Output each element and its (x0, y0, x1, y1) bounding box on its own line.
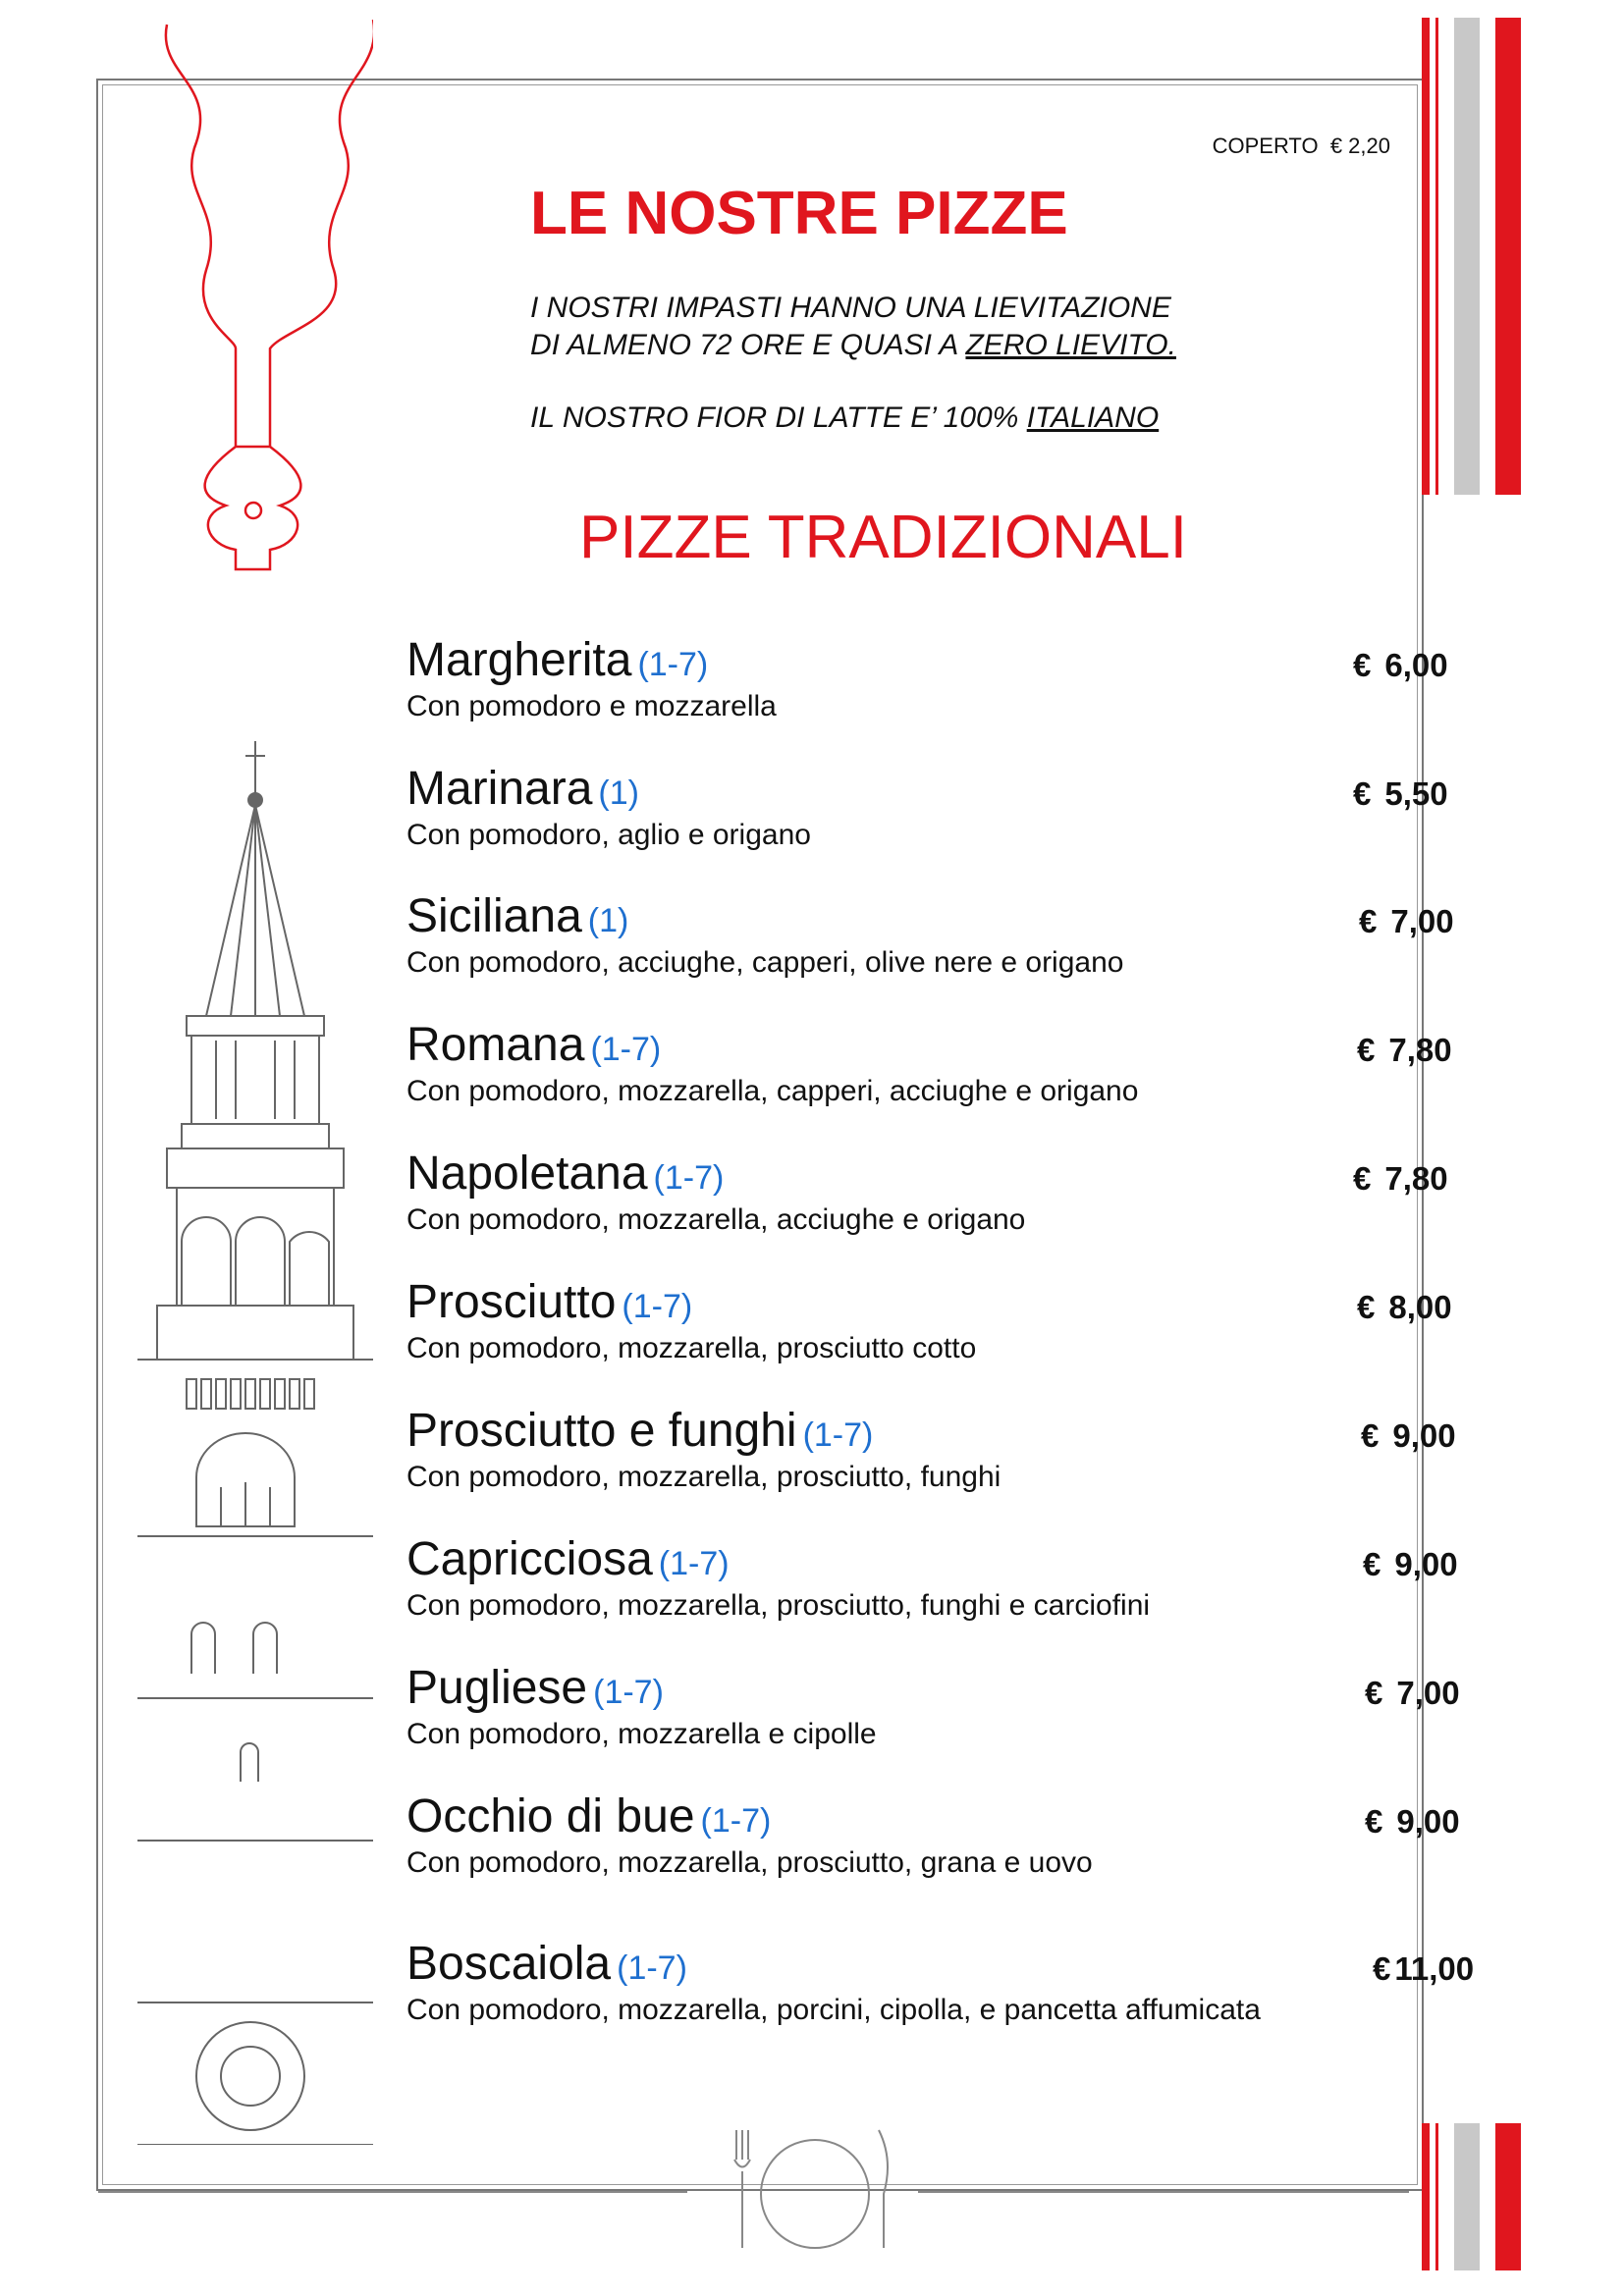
item-description: Con pomodoro, aglio e origano (406, 819, 811, 851)
italiano-emphasis: ITALIANO (1026, 401, 1160, 434)
item-name: Capricciosa (406, 1533, 653, 1585)
menu-item (406, 1018, 1487, 1136)
item-price: € 9,00 (1363, 1546, 1458, 1582)
menu-item (406, 762, 1487, 880)
fork-plate-knife-icon (687, 2120, 943, 2258)
item-name: Marinara (406, 763, 593, 815)
intro-line-1: I NOSTRI IMPASTI HANNO UNA LIEVITAZIONE (530, 292, 1171, 324)
item-allergens: (1-7) (622, 1288, 693, 1325)
menu-item (406, 633, 1487, 751)
bottom-divider-left (98, 2191, 687, 2193)
item-description: Con pomodoro, mozzarella, prosciutto, grana e uovo (406, 1846, 1093, 1879)
item-description: Con pomodoro e mozzarella (406, 690, 777, 722)
section-title: PIZZE TRADIZIONALI (579, 504, 1187, 571)
item-allergens: (1-7) (658, 1545, 730, 1582)
item-price: € 7,80 (1353, 1160, 1448, 1197)
item-price: € 5,50 (1353, 775, 1448, 812)
item-price: € 11,00 (1373, 1950, 1475, 1987)
item-price: € 7,80 (1357, 1032, 1452, 1068)
item-allergens: (1-7) (617, 1949, 687, 1987)
bottom-divider-right (918, 2191, 1409, 2193)
item-description: Con pomodoro, mozzarella, prosciutto cotto (406, 1332, 977, 1364)
item-allergens: (1-7) (700, 1802, 772, 1840)
item-name: Occhio di bue (406, 1790, 695, 1842)
bell-tower-icon (137, 731, 373, 2145)
menu-item (406, 1532, 1487, 1650)
item-price: € 7,00 (1359, 903, 1454, 939)
menu-item (406, 889, 1487, 1007)
item-name: Prosciutto e funghi (406, 1405, 797, 1457)
item-name: Prosciutto (406, 1276, 617, 1328)
item-name: Romana (406, 1019, 585, 1071)
menu-item (406, 1937, 1487, 2055)
item-name: Siciliana (406, 890, 582, 942)
item-allergens: (1-7) (637, 646, 709, 683)
item-description: Con pomodoro, mozzarella, prosciutto, funghi (406, 1461, 1001, 1493)
zero-lievito-emphasis: ZERO LIEVITO. (965, 329, 1176, 361)
intro-line-2: DI ALMENO 72 ORE E QUASI A ZERO LIEVITO. (530, 329, 1176, 361)
item-description: Con pomodoro, mozzarella, capperi, acciughe e origano (406, 1075, 1139, 1107)
item-allergens: (1) (598, 774, 639, 812)
item-price: € 8,00 (1357, 1289, 1452, 1325)
bottom-right-stripes (1422, 2123, 1521, 2270)
item-description: Con pomodoro, mozzarella, acciughe e origano (406, 1203, 1026, 1236)
coperto-charge (1213, 133, 1390, 159)
item-price: € 9,00 (1361, 1417, 1456, 1454)
item-name: Pugliese (406, 1662, 588, 1714)
item-name: Margherita (406, 634, 632, 686)
page-title: LE NOSTRE PIZZE (530, 180, 1068, 247)
item-price: € 6,00 (1353, 647, 1448, 683)
item-description: Con pomodoro, acciughe, capperi, olive nere e origano (406, 946, 1124, 979)
item-price: € 9,00 (1365, 1803, 1460, 1840)
menu-item (406, 1789, 1487, 1907)
item-name: Napoletana (406, 1148, 648, 1200)
coperto-label: COPERTO (1212, 133, 1319, 158)
menu-item (406, 1275, 1487, 1393)
item-allergens: (1-7) (593, 1674, 664, 1711)
item-allergens: (1-7) (653, 1159, 725, 1197)
top-right-stripes (1422, 18, 1521, 495)
item-name: Boscaiola (406, 1938, 612, 1990)
item-description: Con pomodoro, mozzarella, prosciutto, funghi e carciofini (406, 1589, 1151, 1622)
coperto-price: € 2,20 (1329, 133, 1390, 158)
item-description: Con pomodoro, mozzarella, porcini, cipolla, e pancetta affumicata (406, 1994, 1261, 2026)
item-allergens: (1-7) (590, 1031, 662, 1068)
violin-scroll-icon (137, 15, 373, 584)
menu-item (406, 1147, 1487, 1264)
menu-item (406, 1404, 1487, 1522)
item-allergens: (1) (587, 902, 629, 939)
item-price: € 7,00 (1365, 1675, 1460, 1711)
intro-line-3: IL NOSTRO FIOR DI LATTE E’ 100% ITALIANO (530, 401, 1160, 434)
item-description: Con pomodoro, mozzarella e cipolle (406, 1718, 877, 1750)
menu-item (406, 1661, 1487, 1779)
item-allergens: (1-7) (802, 1416, 874, 1454)
